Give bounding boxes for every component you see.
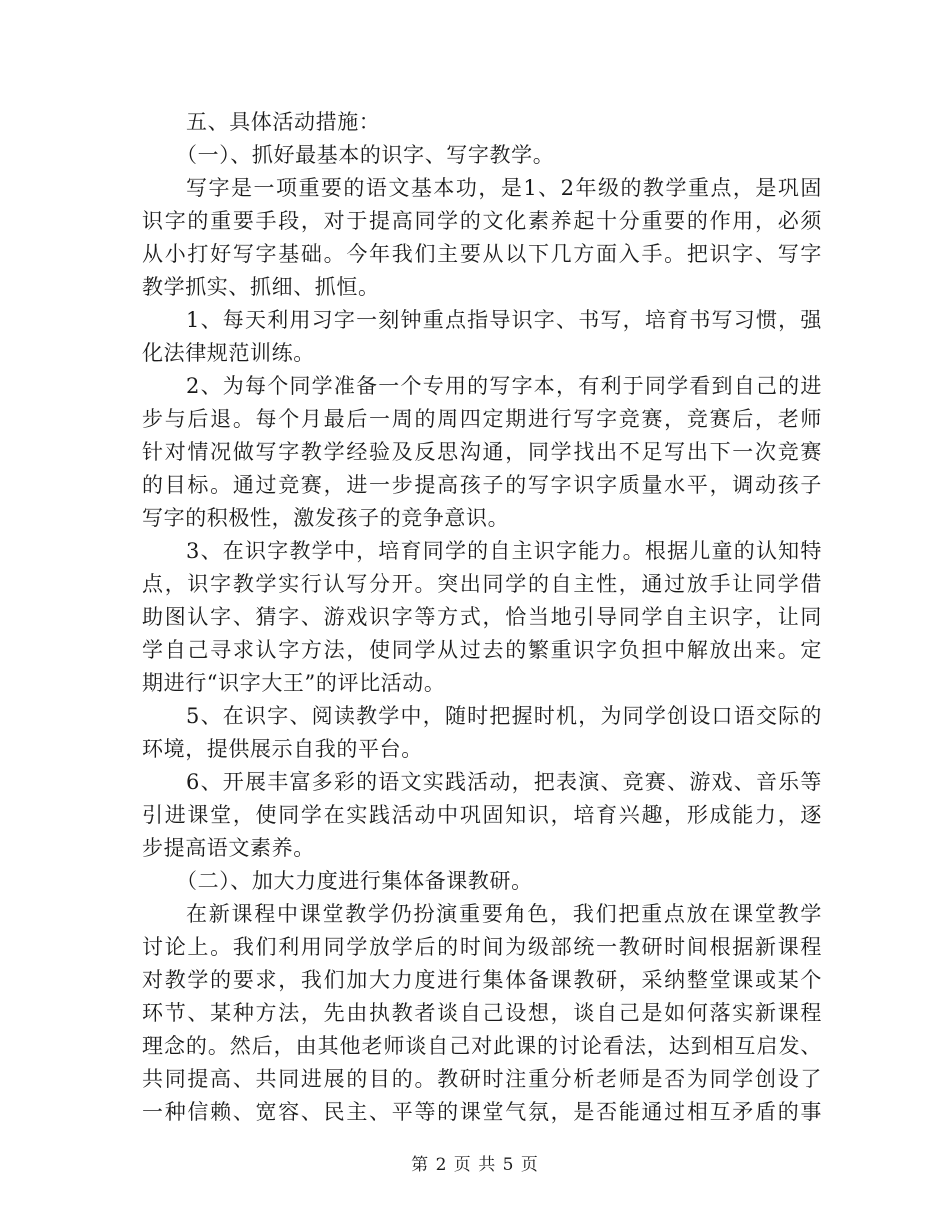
text-line: 讨论上。我们利用同学放学后的时间为级部统一教研时间根据新课程 [142, 935, 822, 959]
text-line: 对教学的要求，我们加大力度进行集体备课教研，采纳整堂课或某个 [142, 968, 822, 992]
text-line: 步与后退。每个月最后一周的周四定期进行写字竞赛，竞赛后，老师 [142, 407, 822, 431]
text-line: 写字的积极性，激发孩子的竞争意识。 [142, 506, 510, 530]
text-line: 环节、某种方法，先由执教者谈自己设想，谈自己是如何落实新课程 [142, 1001, 822, 1025]
text-line: 针对情况做写字教学经验及反思沟通，同学找出不足写出下一次竞赛 [142, 440, 822, 464]
text-line: 一种信赖、宽容、民主、平等的课堂气氛，是否能通过相互矛盾的事 [142, 1100, 822, 1124]
text-line: 共同提高、共同进展的目的。教研时注重分析老师是否为同学创设了 [142, 1067, 822, 1091]
text-line: 引进课堂，使同学在实践活动中巩固知识，培育兴趣，形成能力，逐 [142, 803, 822, 827]
text-line: 环境，提供展示自我的平台。 [142, 737, 423, 761]
text-line: 点，识字教学实行认写分开。突出同学的自主性，通过放手让同学借 [142, 572, 822, 596]
text-line: 写字是一项重要的语文基本功，是1、2年级的教学重点，是巩固 [186, 176, 822, 200]
text-line: 教学抓实、抓细、抓恒。 [142, 275, 380, 299]
text-line: 1、每天利用习字一刻钟重点指导识字、书写，培育书写习惯，强 [186, 308, 822, 332]
text-line: （一）、抓好最基本的识字、写字教学。 [176, 143, 555, 167]
text-line: 从小打好写字基础。今年我们主要从以下几方面入手。把识字、写字 [142, 242, 822, 266]
text-line: 的目标。通过竞赛，进一步提高孩子的写字识字质量水平，调动孩子 [142, 473, 822, 497]
text-line: 化法律规范训练。 [142, 341, 315, 365]
text-line: 期进行“识字大王”的评比活动。 [142, 671, 446, 695]
text-line: 理念的。然后，由其他老师谈自己对此课的讨论看法，达到相互启发、 [142, 1034, 822, 1058]
text-line: 五、具体活动措施： [186, 110, 381, 134]
document-body [142, 106, 822, 1129]
text-line: 步提高语文素养。 [142, 836, 315, 860]
text-line: 在新课程中课堂教学仍扮演重要角色，我们把重点放在课堂教学 [186, 902, 822, 926]
text-line: 2、为每个同学准备一个专用的写字本，有利于同学看到自己的进 [186, 374, 822, 398]
text-line: 5、在识字、阅读教学中，随时把握时机，为同学创设口语交际的 [186, 704, 822, 728]
text-line: 助图认字、猜字、游戏识字等方式，恰当地引导同学自主识字，让同 [142, 605, 822, 629]
text-line: 3、在识字教学中，培育同学的自主识字能力。根据儿童的认知特 [186, 539, 822, 563]
text-line: 识字的重要手段，对于提高同学的文化素养起十分重要的作用，必须 [142, 209, 822, 233]
text-line: （二）、加大力度进行集体备课教研。 [176, 869, 533, 893]
text-line: 6、开展丰富多彩的语文实践活动，把表演、竞赛、游戏、音乐等 [186, 770, 822, 794]
page-footer: 第 2 页 共 5 页 [411, 1155, 539, 1175]
text-line: 学自己寻求认字方法，使同学从过去的繁重识字负担中解放出来。定 [142, 638, 822, 662]
